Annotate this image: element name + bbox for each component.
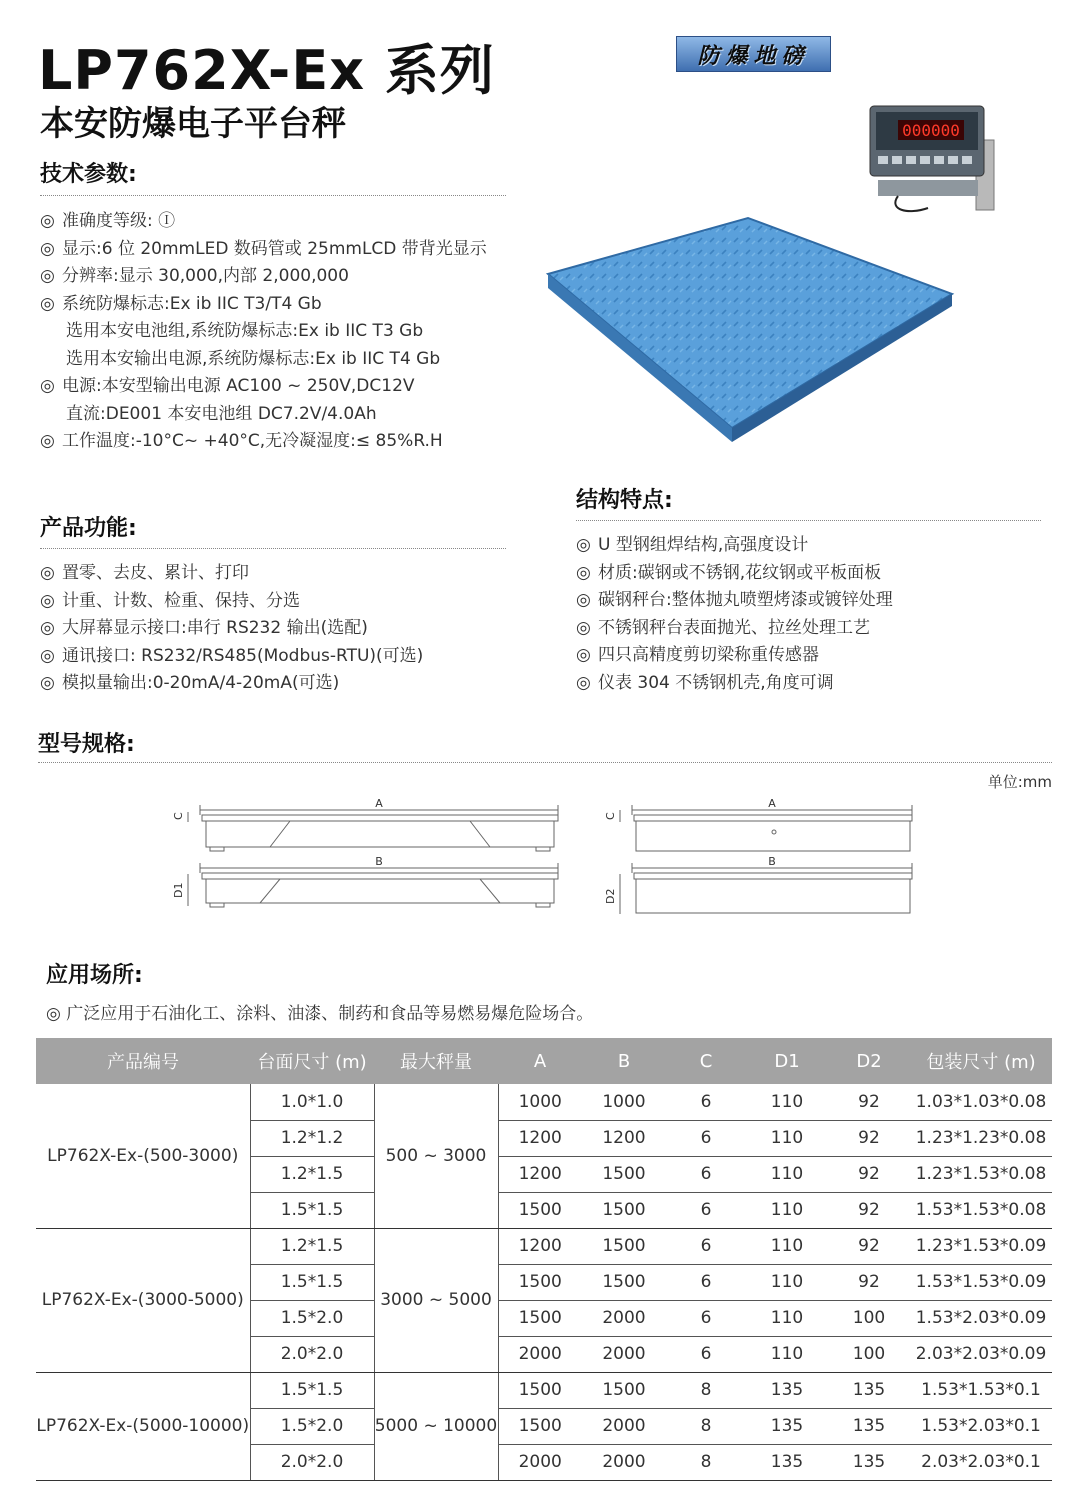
spec-item: ◎ 显示:6 位 20mmLED 数码管或 25mmLCD 带背光显示 [40,238,487,259]
table-cell: 2000 [498,1444,582,1480]
function-item: ◎ 模拟量输出:0-20mA/4-20mA(可选) [40,673,340,693]
functions-list [40,560,423,698]
table-cell: 6 [666,1264,746,1300]
table-cell: 8 [666,1372,746,1408]
table-cell: 1.5*2.0 [250,1408,374,1444]
spec-item: ◎ 系统防爆标志:Ex ib IIC T3/T4 Gb [40,293,322,314]
table-cell: 1.5*1.5 [250,1372,374,1408]
application-text: ◎ 广泛应用于石油化工、涂料、油漆、制药和食品等易燃易爆危险场合。 [46,1004,594,1024]
page-title: LP762X-Ex 系列 [38,39,495,102]
table-cell: 1200 [582,1120,666,1156]
spec-item: ◎ 工作温度:-10°C~ +40°C,无冷凝湿度:≤ 85%R.H [40,431,443,451]
models-title: 型号规格: [38,732,135,757]
table-cell: 2000 [582,1300,666,1336]
table-cell: 1500 [582,1156,666,1192]
table-cell: 1500 [498,1192,582,1228]
dimension-drawings [160,790,940,930]
model-code: LP762X-Ex-(3000-5000) [36,1228,250,1372]
table-cell: 110 [746,1300,828,1336]
specs-title: 技术参数: [40,162,137,187]
table-cell: 135 [828,1408,910,1444]
table-cell: 2.0*2.0 [250,1336,374,1372]
table-cell: 110 [746,1120,828,1156]
dim-label-a-right: A [768,797,776,810]
structure-title: 结构特点: [576,488,673,513]
table-cell: 1.2*1.5 [250,1156,374,1192]
structure-item: ◎ 碳钢秤台:整体抛丸喷塑烤漆或镀锌处理 [576,590,893,610]
capacity-range: 500 ~ 3000 [374,1084,498,1228]
table-cell: 1500 [498,1300,582,1336]
col-header: A [498,1038,582,1084]
table-cell: 6 [666,1228,746,1264]
table-cell: 1.53*2.03*0.09 [910,1300,1052,1336]
table-cell: 2.03*2.03*0.09 [910,1336,1052,1372]
page-subtitle: 本安防爆电子平台秤 [40,104,346,144]
table-cell: 92 [828,1228,910,1264]
specs-divider [40,195,506,196]
table-cell: 6 [666,1084,746,1120]
dim-label-c-right: C [604,812,617,820]
dim-label-c: C [172,812,185,820]
capacity-range: 3000 ~ 5000 [374,1228,498,1372]
dim-label-d1: D1 [172,882,185,898]
table-cell: 1500 [582,1264,666,1300]
table-cell: 92 [828,1192,910,1228]
table-cell: 92 [828,1264,910,1300]
table-cell: 1500 [582,1228,666,1264]
table-cell: 1.5*1.5 [250,1192,374,1228]
table-cell: 6 [666,1156,746,1192]
table-cell: 6 [666,1300,746,1336]
models-divider [38,762,1052,763]
col-header: B [582,1038,666,1084]
structure-list [576,532,893,697]
table-cell: 92 [828,1084,910,1120]
table-cell: 1.5*1.5 [250,1264,374,1300]
spec-item: ◎ 准确度等级: Ⓘ [40,211,176,231]
application-title: 应用场所: [46,963,143,988]
col-header: 最大秤量 [374,1038,498,1084]
table-cell: 135 [746,1372,828,1408]
table-cell: 2000 [582,1336,666,1372]
capacity-range: 5000 ~ 10000 [374,1372,498,1480]
table-cell: 110 [746,1228,828,1264]
table-cell: 1.23*1.53*0.09 [910,1228,1052,1264]
table-cell: 110 [746,1084,828,1120]
model-code: LP762X-Ex-(500-3000) [36,1084,250,1228]
indicator-display: 000000 [902,121,960,140]
col-header: D2 [828,1038,910,1084]
table-cell: 1.5*2.0 [250,1300,374,1336]
table-cell: 135 [746,1408,828,1444]
table-row [36,1228,1052,1264]
table-cell: 110 [746,1192,828,1228]
table-cell: 8 [666,1444,746,1480]
table-cell: 1.23*1.53*0.08 [910,1156,1052,1192]
structure-divider [576,520,1041,521]
table-cell: 110 [746,1264,828,1300]
table-cell: 1200 [498,1156,582,1192]
dim-label-b-right: B [768,855,776,868]
table-cell: 1.53*1.53*0.1 [910,1372,1052,1408]
table-cell: 1.0*1.0 [250,1084,374,1120]
spec-item: 直流:DE001 本安电池组 DC7.2V/4.0Ah [66,403,377,424]
structure-item: ◎ 仪表 304 不锈钢机壳,角度可调 [576,672,834,693]
table-cell: 110 [746,1156,828,1192]
table-cell: 1500 [498,1264,582,1300]
table-cell: 8 [666,1408,746,1444]
structure-item: ◎ U 型钢组焊结构,高强度设计 [576,535,809,555]
table-cell: 100 [828,1300,910,1336]
table-cell: 135 [828,1372,910,1408]
unit-label: 单位:mm [987,773,1052,791]
table-cell: 1.2*1.2 [250,1120,374,1156]
table-cell: 2000 [582,1408,666,1444]
structure-item: ◎ 材质:碳钢或不锈钢,花纹钢或平板面板 [576,562,882,583]
table-cell: 1000 [582,1084,666,1120]
table-cell: 1500 [582,1372,666,1408]
spec-item: ◎ 电源:本安型输出电源 AC100 ~ 250V,DC12V [40,376,415,396]
table-cell: 1500 [498,1372,582,1408]
table-row [36,1084,1052,1120]
table-cell: 1.53*1.53*0.09 [910,1264,1052,1300]
table-cell: 1.53*1.53*0.08 [910,1192,1052,1228]
table-row [36,1372,1052,1408]
explosion-proof-badge: 防爆地磅 [676,36,831,72]
table-cell: 92 [828,1156,910,1192]
structure-item: ◎ 四只高精度剪切梁称重传感器 [576,645,819,665]
spec-table [36,1038,1052,1481]
table-cell: 2000 [498,1336,582,1372]
table-cell: 92 [828,1120,910,1156]
function-item: ◎ 计重、计数、检重、保持、分选 [40,590,300,611]
col-header: 产品编号 [36,1038,250,1084]
table-cell: 1.23*1.23*0.08 [910,1120,1052,1156]
table-cell: 6 [666,1192,746,1228]
table-cell: 2.0*2.0 [250,1444,374,1480]
table-cell: 110 [746,1336,828,1372]
function-item: ◎ 大屏幕显示接口:串行 RS232 输出(选配) [40,618,368,638]
table-cell: 1.03*1.03*0.08 [910,1084,1052,1120]
spec-item: 选用本安电池组,系统防爆标志:Ex ib IIC T3 Gb [66,321,424,341]
model-code: LP762X-Ex-(5000-10000) [36,1372,250,1480]
col-header: D1 [746,1038,828,1084]
function-item: ◎ 通讯接口: RS232/RS485(Modbus-RTU)(可选) [40,645,424,666]
table-cell: 2000 [582,1444,666,1480]
table-cell: 1000 [498,1084,582,1120]
col-header: 包装尺寸 (m) [910,1038,1052,1084]
table-cell: 2.03*2.03*0.1 [910,1444,1052,1480]
functions-title: 产品功能: [40,516,137,541]
table-cell: 1.53*2.03*0.1 [910,1408,1052,1444]
table-cell: 1200 [498,1120,582,1156]
table-cell: 1200 [498,1228,582,1264]
platform-scale-image [540,210,960,450]
specs-list [40,208,487,456]
dim-label-a: A [375,797,383,810]
table-cell: 135 [746,1444,828,1480]
table-header-row [36,1038,1052,1084]
table-cell: 1500 [498,1408,582,1444]
col-header: C [666,1038,746,1084]
table-cell: 6 [666,1120,746,1156]
table-cell: 100 [828,1336,910,1372]
dim-label-d2: D2 [604,888,617,904]
table-cell: 1.2*1.5 [250,1228,374,1264]
function-item: ◎ 置零、去皮、累计、打印 [40,563,249,583]
table-cell: 135 [828,1444,910,1480]
weighing-indicator-image [858,100,998,220]
spec-item: ◎ 分辨率:显示 30,000,内部 2,000,000 [40,266,349,286]
table-cell: 1500 [582,1192,666,1228]
table-cell: 6 [666,1336,746,1372]
functions-divider [40,548,506,549]
dim-label-b: B [375,855,383,868]
structure-item: ◎ 不锈钢秤台表面抛光、拉丝处理工艺 [576,617,870,638]
col-header: 台面尺寸 (m) [250,1038,374,1084]
spec-item: 选用本安输出电源,系统防爆标志:Ex ib IIC T4 Gb [66,348,441,369]
